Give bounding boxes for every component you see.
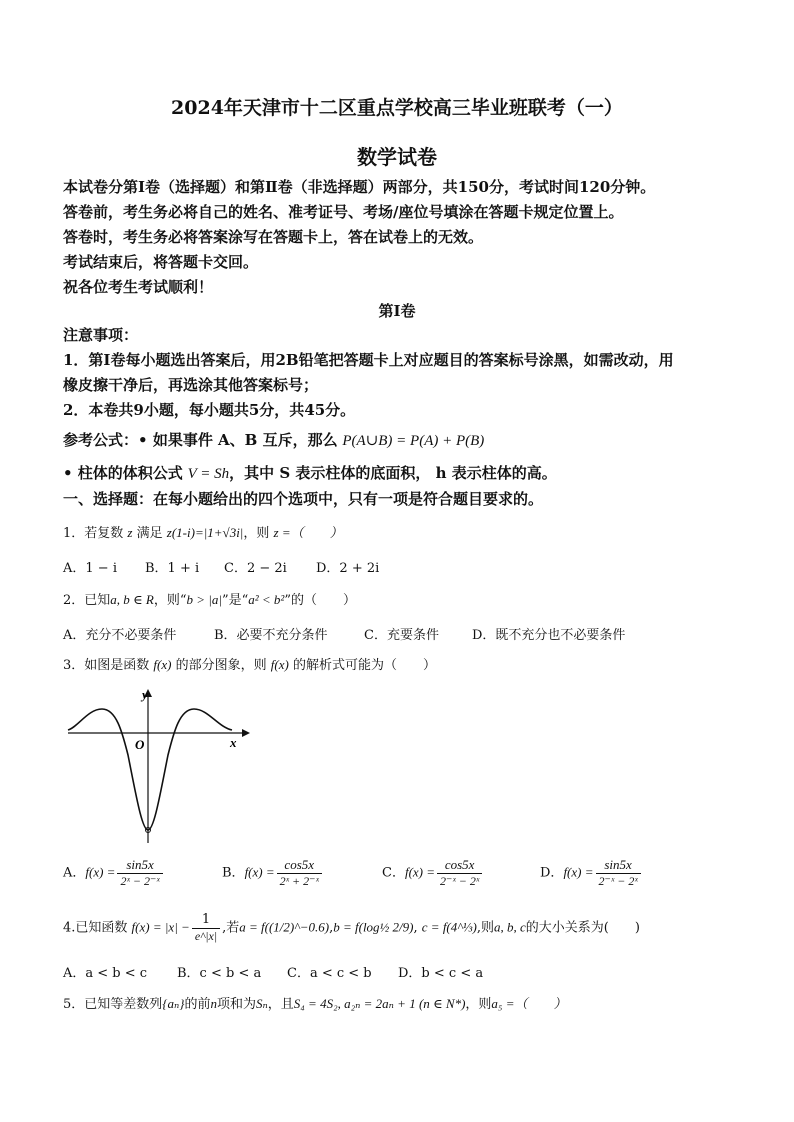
intro-line-2: 答卷前，考生务必将自己的姓名、准考证号、考场/座位号填涂在答题卡规定位置上。: [63, 203, 624, 221]
q3-b-fraction: [277, 857, 322, 889]
q1-option-c: C．2 − 2i: [224, 561, 287, 576]
notes-item-1b: 橡皮擦干净后，再选涂其他答案标号；: [63, 376, 319, 394]
q3-a-num: sin5x: [117, 857, 162, 874]
q1-option-b: B．1 + i: [145, 561, 200, 576]
q1-stem-c: ，则: [243, 526, 270, 541]
q3-stem-c: 的解析式可能为（ ）: [292, 658, 436, 673]
formula-line-1: [63, 430, 736, 451]
q5-n: n: [210, 996, 217, 1011]
graph-curve: [68, 709, 232, 830]
q3-d-den: 2⁻ˣ − 2ˣ: [598, 874, 638, 888]
q4-b-expr: b = f(log½ 2/9): [333, 919, 414, 935]
formula-1-math: P(A∪B) = P(A) + P(B): [342, 433, 485, 449]
q5-seq: {aₙ}: [162, 996, 185, 1011]
q3-func-2: f(x): [270, 657, 289, 672]
q5-stem-a: 5．已知等差数列: [63, 997, 163, 1012]
question-5-stem: [63, 994, 736, 1015]
exam-title: 2024年天津市十二区重点学校高三毕业班联考（一）: [171, 97, 623, 119]
q3-option-a: [63, 857, 165, 889]
q3-stem-b: 的部分图象，则: [175, 658, 267, 673]
formula-label: 参考公式：: [63, 431, 139, 449]
q4-stem-b: ,若: [222, 920, 240, 936]
q4-stem-d: 的大小关系为( ): [525, 920, 640, 936]
q4-stem-c: ,则: [476, 920, 494, 936]
q3-d-num: sin5x: [596, 857, 641, 874]
q4-frac-num: 1: [192, 912, 220, 929]
q2-option-c: C．充要条件: [364, 628, 439, 643]
q4-func: f(x) = |x| −: [131, 919, 190, 935]
question-2-stem: [63, 590, 736, 611]
q3-a-fraction: [117, 857, 162, 889]
exam-subtitle: 数学试卷: [357, 145, 437, 169]
intro-line-5: 祝各位考生考试顺利！: [63, 278, 214, 296]
q3-c-num: cos5x: [437, 857, 482, 874]
intro-line-1: 本试卷分第Ⅰ卷（选择题）和第Ⅱ卷（非选择题）两部分，共150分，考试时间120分钟。: [63, 178, 656, 196]
q4-fraction: [192, 912, 220, 944]
q3-function-graph: [62, 685, 252, 845]
q2-cond2: a² < b²: [248, 592, 285, 607]
graph-origin-label: O: [135, 737, 145, 752]
q3-option-b: [222, 857, 324, 889]
q5-cond: S₄ = 4S₂, a₂ₙ = 2aₙ + 1 (n ∈ N*): [293, 996, 466, 1011]
notes-item-2: 2．本卷共9小题，每小题共5分，共45分。: [63, 401, 356, 419]
q4-frac-den: e^|x|: [194, 929, 218, 943]
q3-option-c: [382, 857, 484, 889]
q3-d-label: D．: [540, 865, 564, 881]
q3-d-fraction: [596, 857, 641, 889]
q3-a-lhs: f(x) =: [85, 864, 116, 880]
q3-b-label: B．: [222, 865, 245, 881]
q3-c-fraction: [437, 857, 482, 889]
q4-option-c: C．a < c < b: [287, 966, 372, 981]
q2-option-a: A．充分不必要条件: [63, 628, 177, 643]
q4-option-d: D．b < c < a: [398, 966, 484, 981]
q3-b-lhs: f(x) =: [244, 864, 275, 880]
q4-c-expr: c = f(4^⅓): [421, 919, 477, 935]
intro-line-3: 答卷时，考生务必将答案涂写在答题卡上，答在试卷上的无效。: [63, 228, 484, 246]
graph-x-arrow: [242, 729, 250, 737]
q4-stem-a: 4.已知函数: [63, 920, 128, 936]
formula-2-rest: ，其中 S 表示柱体的底面积， h 表示柱体的高。: [229, 464, 557, 482]
graph-x-label: x: [230, 735, 237, 750]
q3-b-num: cos5x: [277, 857, 322, 874]
q5-stem-f: a₅ =（ ）: [491, 996, 567, 1011]
q1-option-a: A．1 − i: [63, 561, 117, 576]
q3-c-den: 2⁻ˣ − 2ˣ: [440, 874, 480, 888]
q2-option-d: D．既不充分也不必要条件: [472, 628, 626, 643]
notes-heading: 注意事项：: [63, 326, 139, 344]
q1-expr: z(1-i)=|1+√3i|: [166, 525, 244, 540]
q4-option-b: B．c < b < a: [177, 966, 262, 981]
notes-item-1a: 1．第Ⅰ卷每小题选出答案后，用2B铅笔把答题卡上对应题目的答案标号涂黑，如需改动，用: [63, 351, 674, 369]
q5-stem-d: ，且: [267, 997, 294, 1012]
q1-option-d: D．2 + 2i: [316, 561, 380, 576]
graph-y-label: y: [142, 687, 148, 702]
q5-sn: Sₙ: [255, 996, 268, 1011]
question-3-stem: [63, 655, 736, 676]
formula-line-2: [63, 463, 736, 484]
q3-option-d: [540, 857, 643, 889]
q2-stem-b: ，则“: [153, 593, 187, 608]
q3-b-den: 2ˣ + 2⁻ˣ: [279, 874, 319, 888]
q5-stem-e: ，则: [465, 997, 492, 1012]
q3-a-den: 2ˣ − 2⁻ˣ: [120, 874, 160, 888]
q2-set: a, b ∈ R: [110, 592, 154, 607]
q5-stem-c: 项和为: [216, 997, 256, 1012]
q2-stem-d: ”的（ ）: [284, 593, 356, 608]
q3-c-lhs: f(x) =: [404, 864, 436, 880]
formula-2-math: V = Sh: [187, 466, 230, 482]
q4-a-expr: a = f((1/2)^−0.6): [239, 919, 330, 935]
q2-cond1: b > |a|: [186, 592, 222, 607]
formula-2-text: • 柱体的体积公式: [63, 464, 183, 482]
q4-abc: a, b, c: [493, 919, 526, 935]
q1-stem-a: 1．若复数: [63, 526, 124, 541]
q3-a-label: A．: [63, 865, 86, 881]
q2-option-b: B．必要不充分条件: [214, 628, 328, 643]
q1-stem-d: z =（ ）: [273, 525, 343, 540]
q4-option-a: A．a < b < c: [63, 966, 148, 981]
question-4-stem: 4.已知函数 f(x) = |x| − $\frac{1}{e\^{}|x|}$ ,若a = f((1/2)^−0.6),b = f(log½ 2/9), c = f(4^⅓),则a, b, c的大小关系为( ): [63, 912, 640, 943]
section1-title: 一、选择题：在每小题给出的四个选项中，只有一项是符合题目要求的。: [63, 490, 544, 508]
q3-stem-a: 3．如图是函数: [63, 658, 150, 673]
q3-c-label: C．: [382, 865, 405, 881]
q3-d-lhs: f(x) =: [563, 864, 594, 880]
q3-func: f(x): [153, 657, 172, 672]
formula-1-text: • 如果事件 A、B 互斥，那么: [138, 431, 338, 449]
q1-stem-b: 满足: [136, 526, 163, 541]
q2-stem-c: ”是“: [221, 593, 249, 608]
section-label: 第Ⅰ卷: [378, 302, 416, 320]
q2-stem-a: 2．已知: [63, 593, 111, 608]
question-1-stem: [63, 523, 736, 544]
q1-var: z: [127, 525, 133, 540]
q5-stem-b: 的前: [184, 997, 211, 1012]
intro-line-4: 考试结束后，将答题卡交回。: [63, 253, 259, 271]
